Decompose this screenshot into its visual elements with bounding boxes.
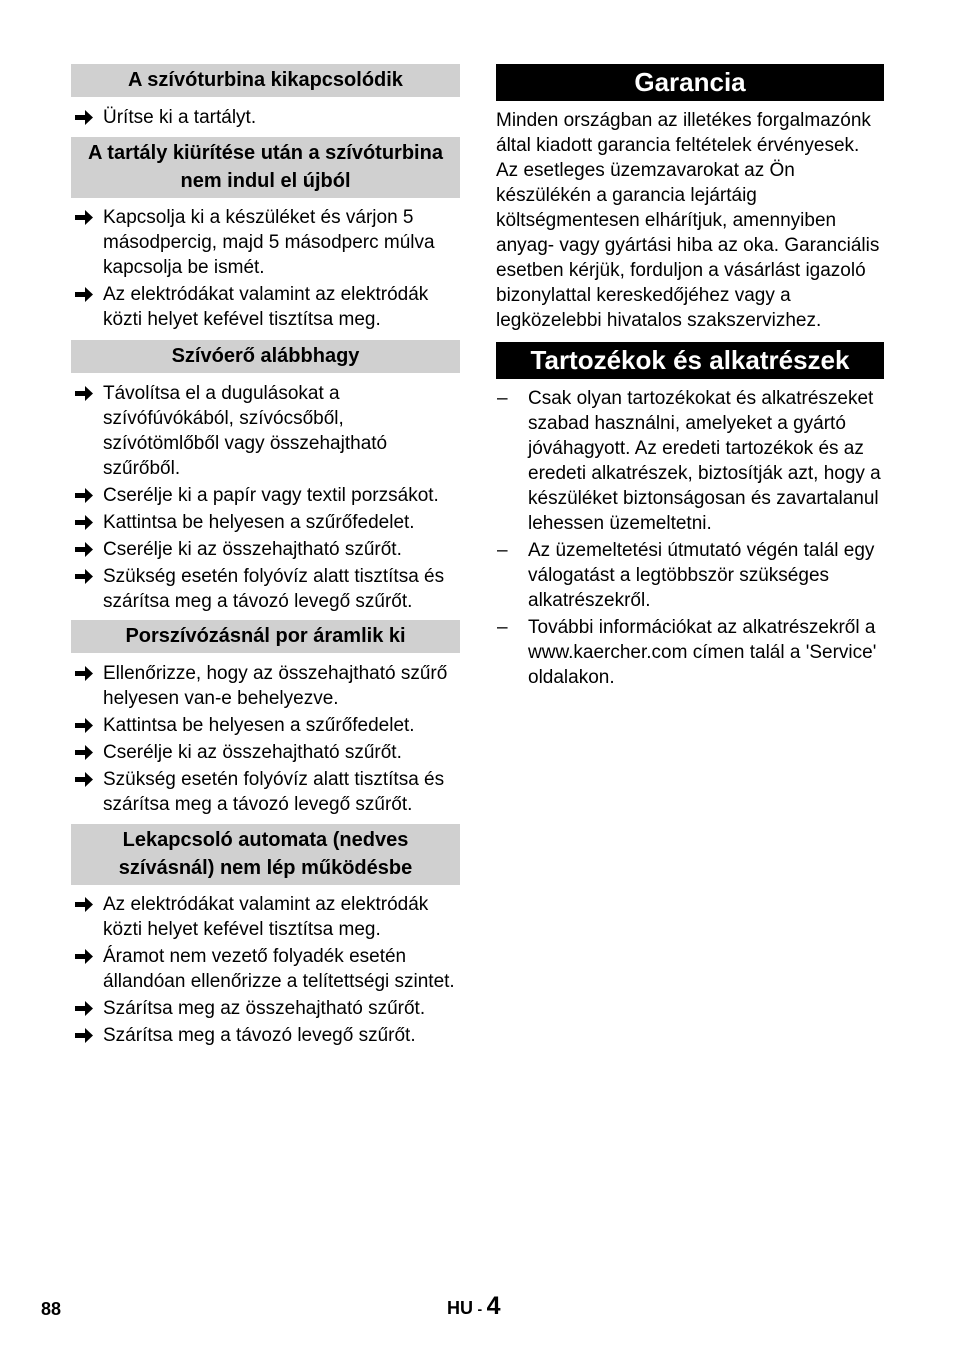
dash-bullet: – xyxy=(497,540,508,561)
step-item xyxy=(71,205,460,280)
step-text: Kattintsa be helyesen a szűrőfedelet. xyxy=(103,715,415,736)
section-heading: A szívóturbina kikapcsolódik xyxy=(71,64,460,97)
warranty-heading: Garancia xyxy=(496,64,884,101)
step-item xyxy=(71,713,460,738)
list-item-text: Az üzemeltetési útmutató végén talál egy válogatást a legtöbbször szükséges alkatrészekről. xyxy=(528,540,875,611)
list-item xyxy=(496,615,884,690)
section-warranty xyxy=(496,64,884,333)
step-text: Cserélje ki az összehajtható szűrőt. xyxy=(103,742,402,763)
arrow-right-icon xyxy=(74,1023,94,1048)
arrow-right-icon xyxy=(74,996,94,1021)
accessories-heading: Tartozékok és alkatrészek xyxy=(496,342,884,379)
section-page-label xyxy=(447,1292,500,1324)
language-code: HU xyxy=(447,1298,473,1318)
step-list xyxy=(71,661,460,817)
step-item xyxy=(71,510,460,535)
step-item xyxy=(71,892,460,942)
arrow-right-icon xyxy=(74,483,94,508)
list-item xyxy=(496,386,884,536)
arrow-right-icon xyxy=(74,892,94,917)
step-item xyxy=(71,1023,460,1048)
step-item xyxy=(71,767,460,817)
step-list xyxy=(71,892,460,1048)
page-number: 88 xyxy=(41,1299,62,1319)
step-item xyxy=(71,537,460,562)
step-list xyxy=(71,381,460,614)
arrow-right-icon xyxy=(74,205,94,230)
section-number: 4 xyxy=(486,1292,501,1320)
step-text: Kattintsa be helyesen a szűrőfedelet. xyxy=(103,512,415,533)
step-text: Az elektródákat valamint az elektródák közti helyet kefével tisztítsa meg. xyxy=(103,284,429,330)
section-suction-weak xyxy=(71,340,460,614)
section-auto-shutoff xyxy=(71,824,460,1048)
step-text: Kapcsolja ki a készüléket és várjon 5 másodpercig, majd 5 másodperc múlva kapcsolja be ismét. xyxy=(103,207,435,278)
warranty-text: Minden országban az illetékes forgalmazónk által kiadott garancia feltételek érvényesek. Az esetleges üzemzavarokat az Ön készülékén a garancia lejártáig költségmentesen elhárítjuk, amennyiben anyag- vagy gyártási hiba az oka. Garanciális esetben kérjük, forduljon a vásárlást igazoló bizonylattal kereskedőjéhez vagy a legközelebbi hivatalos szakszervizhez. xyxy=(496,110,880,331)
section-dust-escapes xyxy=(71,620,460,817)
list-item-text: További információkat az alkatrészekről a www.kaercher.com címen talál a 'Service' oldalakon. xyxy=(528,617,877,688)
dash-bullet: – xyxy=(497,388,508,409)
step-text: Cserélje ki a papír vagy textil porzsákot. xyxy=(103,485,439,506)
arrow-right-icon xyxy=(74,767,94,792)
section-accessories xyxy=(496,342,884,690)
section-heading: Lekapcsoló automata (nedves szívásnál) nem lép működésbe xyxy=(71,824,460,885)
step-item xyxy=(71,661,460,711)
accessories-list xyxy=(496,386,884,690)
arrow-right-icon xyxy=(74,537,94,562)
dash-bullet: – xyxy=(497,617,508,638)
step-text: Szárítsa meg az összehajtható szűrőt. xyxy=(103,998,426,1019)
section-turbine-not-restart xyxy=(71,137,460,332)
arrow-right-icon xyxy=(74,944,94,969)
arrow-right-icon xyxy=(74,564,94,589)
left-column xyxy=(71,64,460,1050)
step-text: Áramot nem vezető folyadék esetén állandóan ellenőrizze a telítettségi szintet. xyxy=(103,946,455,992)
list-item-text: Csak olyan tartozékokat és alkatrészeket szabad használni, amelyeket a gyártó jóváhagyott. Az eredeti tartozékok és az eredeti alkatrészek, biztosítják azt, hogy a készüléket biztonságosan és zavartalanul lehessen üzemeltetni. xyxy=(528,388,881,534)
right-column xyxy=(496,64,884,692)
step-item xyxy=(71,105,460,130)
arrow-right-icon xyxy=(74,713,94,738)
step-item xyxy=(71,944,460,994)
step-list xyxy=(71,105,460,130)
step-item xyxy=(71,740,460,765)
step-text: Cserélje ki az összehajtható szűrőt. xyxy=(103,539,402,560)
step-text: Az elektródákat valamint az elektródák közti helyet kefével tisztítsa meg. xyxy=(103,894,429,940)
step-text: Szükség esetén folyóvíz alatt tisztítsa és szárítsa meg a távozó levegő szűrőt. xyxy=(103,769,445,815)
arrow-right-icon xyxy=(74,661,94,686)
section-heading: Porszívózásnál por áramlik ki xyxy=(71,620,460,653)
section-heading: A tartály kiürítése után a szívóturbina nem indul el újból xyxy=(71,137,460,198)
step-text: Távolítsa el a dugulásokat a szívófúvókából, szívócsőből, szívótömlőből vagy összehajtható szűrőből. xyxy=(103,383,388,479)
arrow-right-icon xyxy=(74,282,94,307)
section-heading: Szívóerő alábbhagy xyxy=(71,340,460,373)
step-list xyxy=(71,205,460,332)
separator: - xyxy=(477,1301,483,1317)
step-text: Ellenőrizze, hogy az összehajtható szűrő helyesen van-e behelyezve. xyxy=(103,663,448,709)
arrow-right-icon xyxy=(74,510,94,535)
step-item xyxy=(71,564,460,614)
step-item xyxy=(71,381,460,481)
step-text: Ürítse ki a tartályt. xyxy=(103,107,257,128)
step-text: Szükség esetén folyóvíz alatt tisztítsa és szárítsa meg a távozó levegő szűrőt. xyxy=(103,566,445,612)
arrow-right-icon xyxy=(74,740,94,765)
step-item xyxy=(71,996,460,1021)
list-item xyxy=(496,538,884,613)
arrow-right-icon xyxy=(74,105,94,130)
step-item xyxy=(71,483,460,508)
step-item xyxy=(71,282,460,332)
arrow-right-icon xyxy=(74,381,94,406)
section-turbine-off xyxy=(71,64,460,130)
step-text: Szárítsa meg a távozó levegő szűrőt. xyxy=(103,1025,416,1046)
